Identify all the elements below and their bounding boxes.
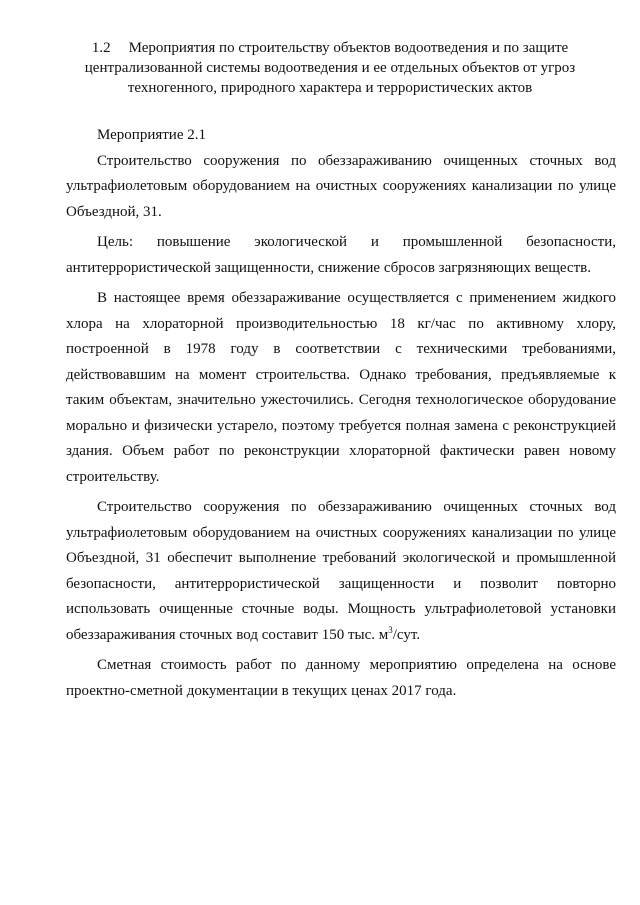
section-number: 1.2 — [91, 40, 111, 56]
result-text: Строительство сооружения по обеззараживанию очищенных сточных вод ультрафиолетовым оборудованием на очистных сооружениях канализации по улице Объездной, 31 обеспечит выполнение требований экологической и промышленной безопасности, антитеррористической защищенности и позволит повторно использовать очищенные сточные воды. Мощность ультрафиолетовой установки обеззараживания сточных вод составит 150 тыс. м — [66, 499, 616, 643]
result-paragraph — [66, 495, 616, 648]
unit-superscript: 3 — [388, 624, 393, 635]
document-body — [66, 123, 616, 704]
measure-name-paragraph: Строительство сооружения по обеззараживанию очищенных сточных вод ультрафиолетовым оборудованием на очистных сооружениях канализации по улице Объездной, 31. — [66, 152, 616, 220]
measure-label: Мероприятие 2.1 — [97, 127, 206, 143]
goal-paragraph: Цель: повышение экологической и промышленной безопасности, антитеррористической защищенности, снижение сбросов загрязняющих веществ. — [66, 234, 616, 276]
current-state-paragraph: В настоящее время обеззараживание осуществляется с применением жидкого хлора на хлораторной производительностью 18 кг/час по активному хлору, построенной в 1978 году в соответствии с техническими требованиями, действовавшим на момент строительства. Однако требования, предъявляемые к таким объектам, значительно ужесточились. Сегодня технологическое оборудование морально и физически устарело, поэтому требуется полная замена с реконструкцией здания. Объем работ по реконструкции хлораторной фактически равен новому строительству. — [66, 290, 616, 485]
unit-suffix: /сут. — [392, 626, 421, 643]
section-heading — [70, 38, 590, 98]
cost-paragraph: Сметная стоимость работ по данному мероприятию определена на основе проектно-сметной документации в текущих ценах 2017 года. — [66, 657, 616, 699]
section-title: Мероприятия по строительству объектов водоотведения и по защите централизованной системы водоотведения и ее отдельных объектов от угроз техногенного, природного характера и террористических актов — [84, 40, 576, 96]
